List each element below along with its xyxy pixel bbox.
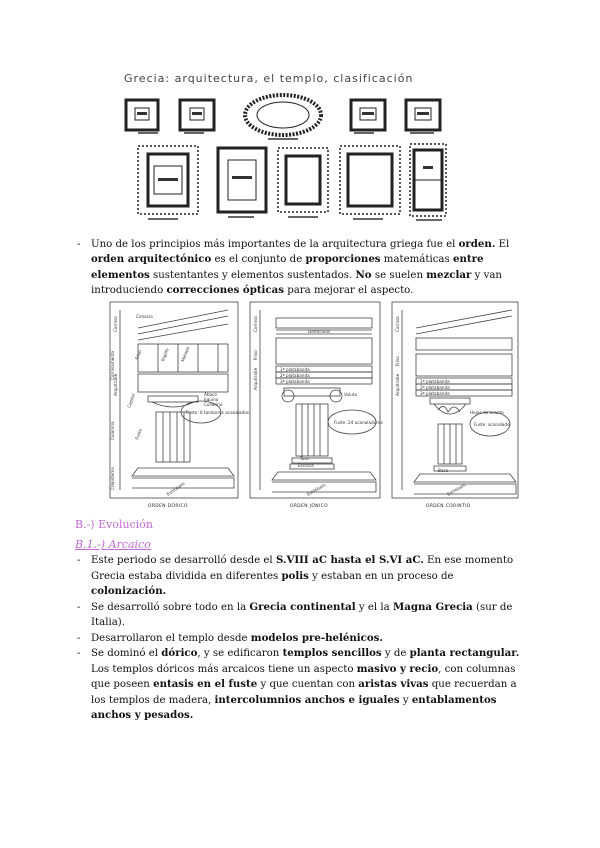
list-item: - Este periodo se desarrolló desde el S.VIII aC hasta el S.VI aC. En ese momento Grecia estaba dividida en diferentes polis y estaban en un proceso de colonización. — [77, 554, 514, 597]
doric-label-cornisa: Cornisa — [113, 316, 118, 332]
ionic-fascia-3: 3ª platabanda — [280, 379, 310, 384]
list-item: - Desarrollaron el templo desde modelos pre-helénicos. — [77, 631, 383, 644]
temple-plans-figure — [118, 70, 448, 225]
corinthian-label-arquitrabe: Arquitrabe — [395, 373, 400, 396]
doric-label-cimacio: Cimacio — [136, 314, 153, 319]
corinthian-fascia-2: 2ª platabanda — [420, 385, 450, 390]
ionic-label-escocia: Escocia — [298, 463, 314, 468]
doric-fuste-note: Fuste: 6 tambores acanalados — [186, 410, 249, 415]
caption-doric: ORDEN DÓRICO — [148, 504, 188, 509]
corinthian-label-estilobato: Estilóbato — [446, 482, 467, 497]
corinthian-fascia-1: 1ª platabanda — [420, 379, 450, 384]
ionic-label-voluta: Voluta — [344, 392, 358, 397]
list-item: - Se dominó el dórico, y se edificaron templos sencillos y de planta rectangular. Los templos dóricos más arcaicos tiene un aspecto masivo y recio, con columnas que poseen entasis en el fuste y que cuentan con aristas vivas que recuerdan a los templos de madera, intercolumnios anchos e iguales y entablamentos anchos y pesados. — [77, 647, 520, 721]
doric-label-abaco: Ábaco — [204, 392, 217, 397]
bullet-list — [77, 553, 531, 724]
corinthian-label-basa: Basa — [438, 468, 449, 473]
corinthian-label-friso: Friso — [395, 356, 400, 366]
doric-label-fuste: Fuste — [134, 428, 143, 441]
corinthian-fascia-3: 3ª platabanda — [420, 391, 450, 396]
doric-label-arquitrabe: Arquitrabe — [113, 373, 118, 396]
caption-corinthian: ORDEN CORINTIO — [426, 504, 471, 509]
intro-paragraph: - Uno de los principios más importantes de la arquitectura griega fue el orden. El orden arquitectónico es el conjunto de proporciones matemáticas entre elementos sustentantes y elementos sustentados. No se suelen mezclar y van introduciendo correcciones ópticas para mejorar el aspecto. — [77, 238, 510, 297]
plan-tholos — [245, 95, 321, 135]
orders-figure — [108, 300, 520, 512]
ionic-fuste-note: Fuste: 24 acanaladuras — [334, 420, 383, 425]
doric-label-triglifo: Triglifo — [160, 347, 170, 363]
corinthian-label-cornisa: Cornisa — [395, 316, 400, 332]
doric-label-collarino: Collarino — [204, 402, 223, 407]
ionic-fascia-2: 2ª platabanda — [280, 373, 310, 378]
subsection-heading: B.1.-) Arcaico — [75, 538, 151, 551]
caption-ionic: ORDEN JÓNICO — [290, 504, 328, 509]
corinthian-panel — [392, 302, 518, 498]
ionic-label-toro: Toro — [300, 456, 309, 461]
doric-label-metopa: Metopa — [180, 345, 191, 363]
doric-group-crepidoma: Crepidoma — [110, 467, 115, 490]
ionic-label-estilobato: Estilóbato — [306, 482, 327, 497]
ionic-label-arquitrabe: Arquitrabe — [253, 367, 258, 390]
doric-group-columna: Columna — [110, 421, 115, 440]
doric-label-estilobato: Estilóbato — [165, 480, 186, 497]
ionic-label-cornisa: Cornisa — [253, 316, 258, 332]
doric-label-friso: Friso — [134, 349, 143, 361]
doric-group-cornisamento: Cornisamento — [110, 350, 115, 380]
list-item: - Se desarrolló sobre todo en la Grecia continental y el la Magna Grecia (sur de Italia). — [77, 600, 513, 628]
figure-title: Grecia: arquitectura, el templo, clasificación — [124, 72, 414, 85]
doric-label-capitel: Capitel — [126, 392, 136, 409]
doric-label-equino: Equino — [204, 397, 219, 402]
section-heading: B.-) Evolución — [75, 518, 153, 531]
corinthian-label-acanto: Hojas de acanto — [470, 410, 504, 415]
ionic-label-denticulos: Dentículos — [308, 329, 331, 334]
plan-seudoperiptero — [218, 148, 266, 212]
ionic-fascia-1: 1ª platabanda — [280, 367, 310, 372]
ionic-label-friso: Friso — [253, 350, 258, 360]
corinthian-fuste-note: Fuste: acanalado — [474, 422, 510, 427]
